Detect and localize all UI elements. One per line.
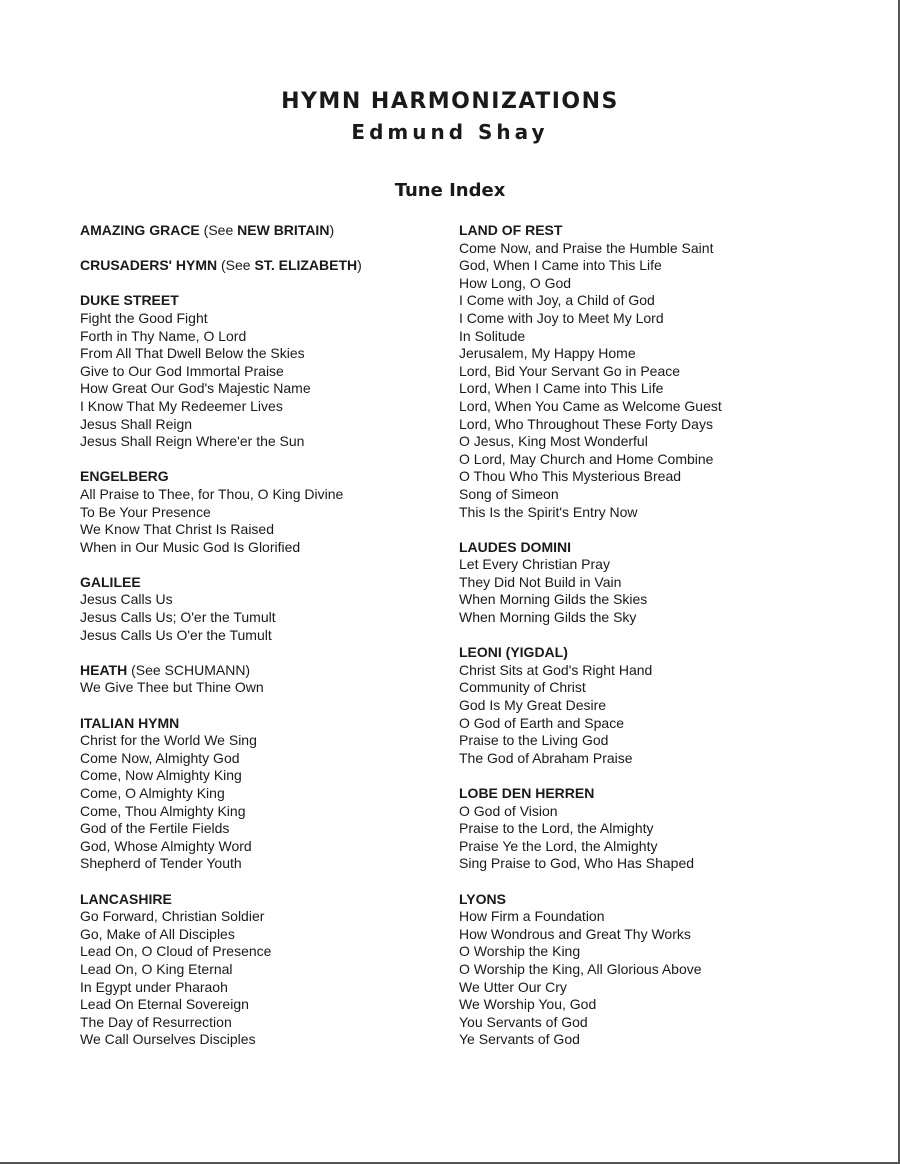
tune-group-engelberg <box>80 468 440 556</box>
tune-name: GALILEE <box>80 573 141 590</box>
see-reference: (See SCHUMANN) <box>131 661 251 678</box>
hymn-title: Ye Servants of God <box>459 1031 580 1048</box>
hymn-title: Forth in Thy Name, O Lord <box>80 327 247 344</box>
hymn-title: How Great Our God's Majestic Name <box>80 380 311 397</box>
see-suffix: ) <box>357 257 362 274</box>
hymn-title: When in Our Music God Is Glorified <box>80 538 301 555</box>
hymn-title: Come, Thou Almighty King <box>80 802 246 819</box>
hymn-title: O Lord, May Church and Home Combine <box>459 450 714 467</box>
hymn-title: To Be Your Presence <box>80 503 211 520</box>
hymn-title: Shepherd of Tender Youth <box>80 855 242 872</box>
hymn-title: O Thou Who This Mysterious Bread <box>459 468 682 485</box>
tune-group-lobe-den-herren <box>459 785 859 873</box>
see-suffix: ) <box>329 222 335 238</box>
tune-name: LOBE DEN HERREN <box>459 785 595 801</box>
hymn-title: Go Forward, Christian Soldier <box>80 908 265 925</box>
hymn-title: When Morning Gilds the Skies <box>459 591 648 608</box>
tune-name: DUKE STREET <box>80 292 179 309</box>
hymn-title: Jesus Shall Reign <box>80 415 193 432</box>
left-column <box>80 222 440 1067</box>
hymn-title: Jesus Calls Us <box>80 591 173 608</box>
hymn-title: Praise to the Lord, the Almighty <box>459 820 654 837</box>
hymn-title: How Wondrous and Great Thy Works <box>459 925 691 942</box>
hymn-title: Lord, Who Throughout These Forty Days <box>459 415 713 432</box>
hymn-title: Christ for the World We Sing <box>80 732 257 749</box>
index-heading: Tune Index <box>394 180 506 201</box>
hymn-title: God of the Fertile Fields <box>80 820 230 837</box>
right-column <box>459 222 859 1067</box>
tune-group-duke-street <box>80 292 440 450</box>
hymn-title: How Long, O God <box>459 274 572 291</box>
see-tune: ST. ELIZABETH <box>254 257 358 274</box>
hymn-title: God, Whose Almighty Word <box>80 837 252 854</box>
tune-name: LEONI (YIGDAL) <box>459 644 568 661</box>
hymn-title: Fight the Good Fight <box>80 309 208 326</box>
hymn-title: Praise to the Living God <box>459 732 609 749</box>
hymn-title: Lord, When You Came as Welcome Guest <box>459 397 722 414</box>
see-reference-entry <box>80 257 440 275</box>
hymn-title: The Day of Resurrection <box>80 1013 232 1030</box>
tune-name: ITALIAN HYMN <box>80 714 180 731</box>
hymn-title: O God of Vision <box>459 802 558 819</box>
hymn-title: Come, Now Almighty King <box>80 767 242 784</box>
hymn-title: Lord, When I Came into This Life <box>459 380 664 397</box>
tune-group-galilee <box>80 574 440 644</box>
hymn-title: This Is the Spirit's Entry Now <box>459 503 638 520</box>
hymn-title: O Worship the King <box>459 943 581 960</box>
hymn-title: You Servants of God <box>459 1013 588 1030</box>
hymn-title: God Is My Great Desire <box>459 697 607 714</box>
hymn-title: Jerusalem, My Happy Home <box>459 345 636 362</box>
hymn-title: Jesus Calls Us; O'er the Tumult <box>80 609 276 626</box>
tune-group-land-of-rest <box>459 222 859 521</box>
hymn-title: I Come with Joy, a Child of God <box>459 292 655 309</box>
see-reference-entry <box>80 222 440 240</box>
hymn-title: We Call Ourselves Disciples <box>80 1031 256 1048</box>
hymn-title: When Morning Gilds the Sky <box>459 609 637 626</box>
hymn-title: Community of Christ <box>459 679 586 696</box>
hymn-title: O God of Earth and Space <box>459 714 624 731</box>
hymn-title: Lead On Eternal Sovereign <box>80 996 249 1013</box>
tune-name: LYONS <box>459 890 506 907</box>
hymn-title: Lead On, O Cloud of Presence <box>80 943 272 960</box>
hymn-title: O Jesus, King Most Wonderful <box>459 433 648 450</box>
tune-group-heath <box>80 662 440 697</box>
hymn-title: O Worship the King, All Glorious Above <box>459 960 702 977</box>
hymn-title: Jesus Calls Us O'er the Tumult <box>80 626 272 643</box>
hymn-title: Come Now, and Praise the Humble Saint <box>459 239 714 256</box>
hymn-title: How Firm a Foundation <box>459 908 605 925</box>
tune-name: AMAZING GRACE <box>80 222 200 238</box>
tune-group-italian-hymn <box>80 715 440 873</box>
see-prefix: (See <box>203 222 238 238</box>
tune-group-lyons <box>459 891 859 1049</box>
hymn-title: Song of Simeon <box>459 485 559 502</box>
hymn-title: Christ Sits at God's Right Hand <box>459 661 653 678</box>
hymn-title: Lead On, O King Eternal <box>80 960 233 977</box>
hymn-title: I Know That My Redeemer Lives <box>80 397 283 414</box>
tune-heading <box>80 662 440 680</box>
hymn-title: We Worship You, God <box>459 996 597 1013</box>
hymn-title: Let Every Christian Pray <box>459 556 610 573</box>
tune-group-leoni-yigdal <box>459 644 859 767</box>
tune-name: LANCASHIRE <box>80 890 172 907</box>
hymn-title: We Utter Our Cry <box>459 978 567 995</box>
hymn-title: Lord, Bid Your Servant Go in Peace <box>459 362 681 379</box>
hymn-title: We Give Thee but Thine Own <box>80 679 264 696</box>
hymn-title: Go, Make of All Disciples <box>80 925 235 942</box>
hymn-title: I Come with Joy to Meet My Lord <box>459 309 664 326</box>
document-author: Edmund Shay <box>351 120 549 144</box>
hymn-title: They Did Not Build in Vain <box>459 573 622 590</box>
hymn-title: Jesus Shall Reign Where'er the Sun <box>80 433 305 450</box>
hymn-title: In Solitude <box>459 327 526 344</box>
tune-name: CRUSADERS' HYMN <box>80 257 218 274</box>
hymn-title: God, When I Came into This Life <box>459 257 662 274</box>
hymn-title: Come Now, Almighty God <box>80 749 240 766</box>
document-title: HYMN HARMONIZATIONS <box>281 89 619 114</box>
tune-name: LAUDES DOMINI <box>459 538 571 555</box>
tune-group-laudes-domini <box>459 539 859 627</box>
hymn-title: The God of Abraham Praise <box>459 749 633 766</box>
hymn-title: Come, O Almighty King <box>80 785 225 801</box>
hymn-title: In Egypt under Pharaoh <box>80 978 228 995</box>
tune-name: ENGELBERG <box>80 468 169 485</box>
hymn-title: Praise Ye the Lord, the Almighty <box>459 837 658 854</box>
see-prefix: (See <box>221 257 255 274</box>
document-header <box>0 88 900 144</box>
tune-group-lancashire <box>80 891 440 1049</box>
hymn-title: Give to Our God Immortal Praise <box>80 362 284 379</box>
tune-name: LAND OF REST <box>459 222 563 238</box>
see-tune: NEW BRITAIN <box>237 222 330 238</box>
hymn-title: Sing Praise to God, Who Has Shaped <box>459 855 695 872</box>
hymn-title: From All That Dwell Below the Skies <box>80 345 305 362</box>
hymn-title: All Praise to Thee, for Thou, O King Divine <box>80 485 344 502</box>
tune-name: HEATH <box>80 661 128 678</box>
hymn-title: We Know That Christ Is Raised <box>80 521 275 538</box>
